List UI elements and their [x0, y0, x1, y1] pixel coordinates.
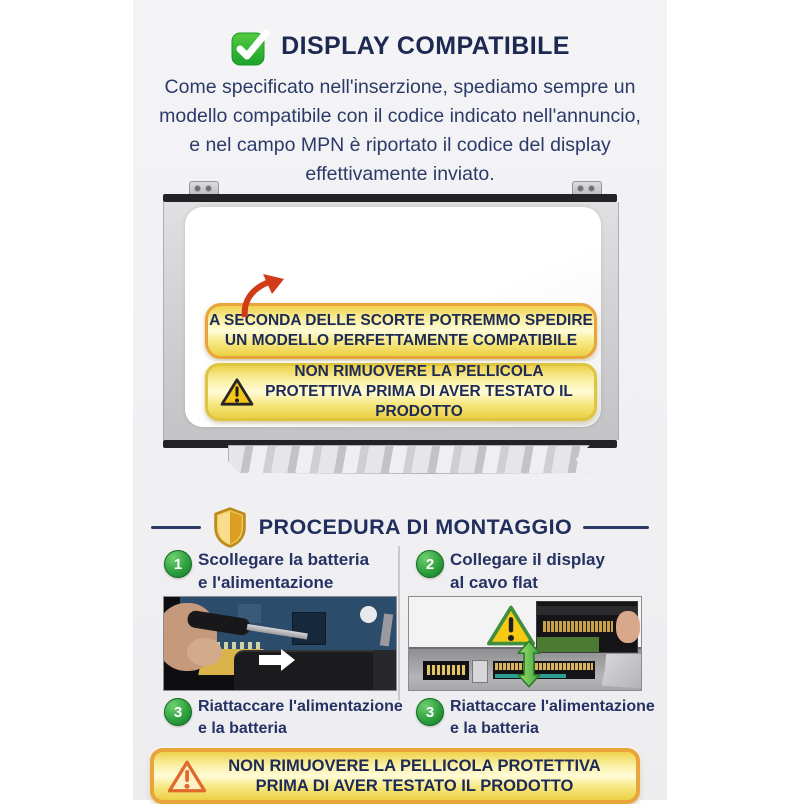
flat-cable-connector [493, 661, 595, 680]
banner-line: UN MODELLO PERFETTAMENTE COMPATIBILE [224, 332, 578, 349]
intro-line: modello compatibile con il codice indicato nell'annuncio, [159, 105, 641, 127]
step-3-badge: 3 [164, 698, 192, 726]
banner-line: PRIMA DI AVER TESTATO IL PRODOTTO [365, 383, 573, 420]
banner-line: NON RIMUOVERE LA PELLICOLA PROTETTIVA [228, 757, 601, 775]
step-line: al cavo flat [450, 573, 538, 592]
photo-disconnect-battery [163, 596, 397, 691]
step-3b-badge: 3 [416, 698, 444, 726]
divider-line [151, 526, 201, 529]
connector-inset-photo [536, 601, 638, 653]
banner-line: NON RIMUOVERE LA PELLICOLA PROTETTIVA [265, 363, 544, 400]
film-warning-banner [205, 363, 597, 421]
white-arrow-icon [281, 649, 295, 671]
foil-tape [228, 445, 590, 474]
procedure-title: PROCEDURA DI MONTAGGIO [258, 514, 573, 539]
step-2-badge: 2 [416, 550, 444, 578]
foil-corner [602, 654, 641, 688]
green-double-arrow-icon [516, 638, 542, 690]
step-line: e la batteria [450, 720, 539, 737]
red-curved-arrow-icon [236, 272, 288, 318]
intro-line: Come specificato nell'inserzione, spediamo sempre un [164, 76, 636, 98]
procedure-header [133, 504, 667, 550]
thumb [187, 638, 222, 666]
battery [234, 650, 396, 691]
connector-clip [472, 660, 488, 683]
step-line: e la batteria [198, 720, 287, 737]
step-3b-text [450, 696, 655, 740]
warning-triangle-icon [220, 377, 254, 407]
intro-line: e nel campo MPN è riportato il codice del display [189, 134, 611, 156]
step-line: e l'alimentazione [198, 573, 334, 592]
step-line: Riattaccare l'alimentazione [198, 698, 403, 715]
page-title: DISPLAY COMPATIBILE [281, 31, 570, 60]
green-pcb [537, 637, 599, 652]
check-icon [230, 26, 270, 66]
panel-top-edge [163, 194, 617, 202]
screw-hole [577, 185, 584, 192]
connector-pins [495, 663, 593, 670]
banner-text [207, 756, 636, 796]
banner-text [254, 362, 594, 422]
screw-hole [205, 185, 212, 192]
step-2-text [450, 548, 605, 594]
divider-line [583, 526, 649, 529]
warning-triangle-icon [167, 759, 207, 794]
step-1-badge: 1 [164, 550, 192, 578]
screw-hole [194, 185, 201, 192]
small-connector [423, 661, 469, 681]
header [133, 24, 667, 68]
connector-pins [543, 621, 613, 632]
lcd-panel-photo [163, 182, 617, 478]
shield-icon [212, 506, 248, 549]
banner-line: PRIMA DI AVER TESTATO IL PRODOTTO [255, 777, 574, 795]
step-line: Collegare il display [450, 550, 605, 569]
finger [616, 611, 640, 643]
white-arrow-icon [259, 655, 281, 665]
footer-warning-banner [150, 748, 640, 804]
screw-hole [588, 185, 595, 192]
step-line: Scollegare la batteria [198, 550, 370, 569]
step-line: Riattaccare l'alimentazione [450, 698, 655, 715]
intro-line: effettivamente inviato. [305, 163, 495, 185]
step-1-text [198, 548, 369, 594]
column-divider [398, 546, 400, 700]
photo-connect-flat-cable [408, 596, 642, 691]
step-3-text [198, 696, 403, 740]
intro-paragraph [146, 73, 654, 189]
banner-line: A SECONDA DELLE SCORTE POTREMMO SPEDIRE [209, 312, 593, 329]
battery-side [373, 650, 396, 690]
